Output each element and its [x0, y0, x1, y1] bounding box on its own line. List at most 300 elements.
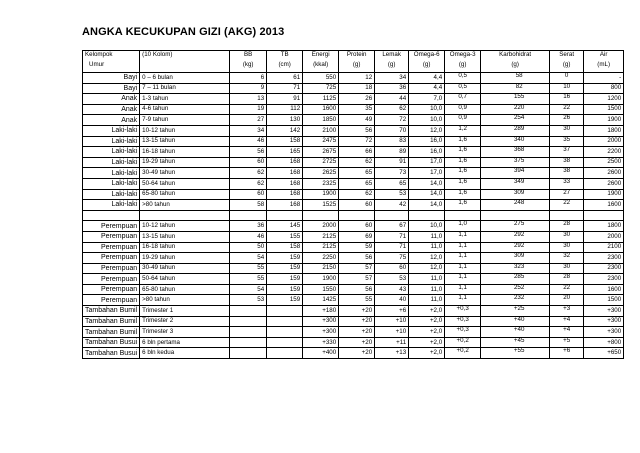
cell-omega3: 1,0 — [445, 221, 481, 232]
table-row — [83, 337, 624, 348]
cell-kelompok — [83, 210, 140, 221]
cell-air: 1900 — [584, 189, 624, 200]
cell-omega6: 14,0 — [409, 178, 445, 189]
cell-kelompok: Anak — [83, 94, 140, 105]
cell-air: 2000 — [584, 231, 624, 242]
cell-bb: 54 — [230, 284, 267, 295]
cell-air: 2000 — [584, 136, 624, 147]
cell-omega6: 12,0 — [409, 253, 445, 264]
table-row — [83, 83, 624, 94]
cell-energi: 2250 — [303, 253, 339, 264]
cell-kelompok: Perempuan — [83, 231, 140, 242]
cell-kelompok: Laki-laki — [83, 125, 140, 136]
cell-umur: 50-64 tahun — [140, 274, 230, 285]
cell-karbo: 292 — [481, 231, 550, 242]
cell-karbo: +40 — [481, 316, 550, 327]
cell-omega6: 11,0 — [409, 231, 445, 242]
cell-kelompok: Laki-laki — [83, 168, 140, 179]
cell-tb: 155 — [267, 231, 303, 242]
cell-energi: 550 — [303, 73, 339, 84]
cell-bb: 60 — [230, 189, 267, 200]
cell-omega3: 0,5 — [445, 83, 481, 94]
cell-tb: 91 — [267, 94, 303, 105]
table-row — [83, 284, 624, 295]
cell-kelompok: Perempuan — [83, 263, 140, 274]
cell-omega3: 0,5 — [445, 73, 481, 84]
cell-air: 1500 — [584, 104, 624, 115]
cell-serat — [550, 210, 584, 221]
cell-omega3: 1,2 — [445, 125, 481, 136]
cell-air: +300 — [584, 327, 624, 338]
cell-omega6: 11,0 — [409, 295, 445, 306]
cell-protein: 49 — [339, 115, 375, 126]
cell-karbo: +40 — [481, 327, 550, 338]
cell-kelompok: Perempuan — [83, 253, 140, 264]
cell-energi: 1525 — [303, 200, 339, 211]
cell-serat: 22 — [550, 200, 584, 211]
cell-kelompok: Anak — [83, 104, 140, 115]
cell-omega3: 1,1 — [445, 263, 481, 274]
cell-serat: 37 — [550, 147, 584, 158]
header-unit-row — [83, 61, 624, 73]
cell-karbo: 309 — [481, 253, 550, 264]
cell-kelompok: Perempuan — [83, 284, 140, 295]
cell-umur: 19-29 tahun — [140, 253, 230, 264]
cell-bb — [230, 306, 267, 317]
table-row — [83, 327, 624, 338]
cell-omega6: +2,0 — [409, 337, 445, 348]
cell-bb: 50 — [230, 242, 267, 253]
cell-protein: 59 — [339, 242, 375, 253]
cell-omega3: 0,9 — [445, 115, 481, 126]
cell-air: 1800 — [584, 221, 624, 232]
cell-bb — [230, 327, 267, 338]
cell-lemak: 44 — [375, 94, 409, 105]
cell-energi: 2125 — [303, 231, 339, 242]
cell-tb: 158 — [267, 136, 303, 147]
cell-kelompok: Laki-laki — [83, 178, 140, 189]
cell-protein: 72 — [339, 136, 375, 147]
header-kolom: (10 Kolom) — [140, 51, 230, 62]
cell-air: 1200 — [584, 94, 624, 105]
cell-tb: 159 — [267, 253, 303, 264]
cell-umur: 50-64 tahun — [140, 178, 230, 189]
cell-bb — [230, 316, 267, 327]
table-row — [83, 115, 624, 126]
cell-tb: 159 — [267, 295, 303, 306]
cell-protein: 65 — [339, 168, 375, 179]
cell-bb: 46 — [230, 231, 267, 242]
cell-energi: +400 — [303, 348, 339, 359]
table-row — [83, 200, 624, 211]
cell-lemak: 71 — [375, 242, 409, 253]
cell-serat: +3 — [550, 306, 584, 317]
cell-omega6: +2,0 — [409, 348, 445, 359]
header-row — [83, 51, 624, 62]
cell-lemak: 65 — [375, 178, 409, 189]
cell-omega6: 7,0 — [409, 94, 445, 105]
cell-lemak: 43 — [375, 284, 409, 295]
cell-energi: 2325 — [303, 178, 339, 189]
cell-protein: 66 — [339, 147, 375, 158]
cell-umur: 13-15 tahun — [140, 136, 230, 147]
cell-protein — [339, 210, 375, 221]
cell-protein: 56 — [339, 284, 375, 295]
cell-kelompok: Tambahan Busui — [83, 337, 140, 348]
cell-energi: +330 — [303, 337, 339, 348]
header-kolom-blank — [140, 61, 230, 73]
cell-omega3: 0,9 — [445, 104, 481, 115]
cell-karbo: 340 — [481, 136, 550, 147]
cell-karbo: 323 — [481, 263, 550, 274]
table-row — [83, 295, 624, 306]
cell-kelompok: Laki-laki — [83, 136, 140, 147]
cell-energi: 1125 — [303, 94, 339, 105]
cell-bb: 62 — [230, 168, 267, 179]
table-row — [83, 306, 624, 317]
cell-karbo: 292 — [481, 242, 550, 253]
table-row — [83, 125, 624, 136]
header-air: Air — [584, 51, 624, 62]
cell-serat: 38 — [550, 168, 584, 179]
cell-bb: 55 — [230, 274, 267, 285]
spacer-row — [83, 210, 624, 221]
cell-air — [584, 210, 624, 221]
cell-tb — [267, 327, 303, 338]
cell-lemak: 42 — [375, 200, 409, 211]
cell-protein: 60 — [339, 200, 375, 211]
cell-energi: 2625 — [303, 168, 339, 179]
cell-kelompok: Bayi — [83, 73, 140, 84]
cell-tb: 130 — [267, 115, 303, 126]
cell-kelompok: Anak — [83, 115, 140, 126]
cell-tb: 168 — [267, 178, 303, 189]
cell-omega6: 4,4 — [409, 83, 445, 94]
cell-protein: 60 — [339, 221, 375, 232]
cell-serat: 26 — [550, 115, 584, 126]
table-row — [83, 316, 624, 327]
cell-umur: 65-80 tahun — [140, 284, 230, 295]
cell-umur: 13-15 tahun — [140, 231, 230, 242]
unit-lemak: (g) — [375, 61, 409, 73]
cell-protein: 12 — [339, 73, 375, 84]
table-row — [83, 157, 624, 168]
cell-omega3: 1,6 — [445, 178, 481, 189]
cell-omega3: +0,3 — [445, 316, 481, 327]
cell-tb: 168 — [267, 200, 303, 211]
cell-omega3: 1,1 — [445, 295, 481, 306]
cell-protein: +20 — [339, 348, 375, 359]
cell-kelompok: Laki-laki — [83, 189, 140, 200]
table-row — [83, 253, 624, 264]
cell-protein: 62 — [339, 157, 375, 168]
table-row — [83, 168, 624, 179]
cell-serat: 32 — [550, 253, 584, 264]
cell-omega6: 12,0 — [409, 125, 445, 136]
cell-protein: 69 — [339, 231, 375, 242]
cell-lemak: 67 — [375, 221, 409, 232]
cell-umur: 30-49 tahun — [140, 263, 230, 274]
cell-tb: 71 — [267, 83, 303, 94]
cell-umur: 65-80 tahun — [140, 189, 230, 200]
cell-lemak: 71 — [375, 231, 409, 242]
cell-kelompok: Perempuan — [83, 295, 140, 306]
cell-air: - — [584, 73, 624, 84]
cell-bb: 13 — [230, 94, 267, 105]
header-protein: Protein — [339, 51, 375, 62]
cell-protein: 56 — [339, 253, 375, 264]
cell-kelompok: Tambahan Bumil — [83, 306, 140, 317]
cell-lemak: 53 — [375, 189, 409, 200]
cell-air: 2300 — [584, 253, 624, 264]
cell-protein: 35 — [339, 104, 375, 115]
cell-karbo: 275 — [481, 221, 550, 232]
cell-karbo: +55 — [481, 348, 550, 359]
cell-karbo: 349 — [481, 178, 550, 189]
cell-omega3: 0,7 — [445, 94, 481, 105]
cell-serat: +4 — [550, 327, 584, 338]
cell-serat: +5 — [550, 337, 584, 348]
cell-lemak: +6 — [375, 306, 409, 317]
cell-tb: 145 — [267, 221, 303, 232]
cell-kelompok: Laki-laki — [83, 157, 140, 168]
table-row — [83, 147, 624, 158]
table-row — [83, 242, 624, 253]
cell-protein: 57 — [339, 274, 375, 285]
cell-serat: 30 — [550, 125, 584, 136]
cell-tb — [267, 348, 303, 359]
header-umur: Umur — [83, 61, 140, 73]
cell-air: 2600 — [584, 168, 624, 179]
cell-air: 1600 — [584, 200, 624, 211]
cell-umur: 16-18 tahun — [140, 242, 230, 253]
cell-omega3: 1,1 — [445, 284, 481, 295]
cell-omega6: 10,0 — [409, 221, 445, 232]
cell-serat: 0 — [550, 73, 584, 84]
cell-lemak: 73 — [375, 168, 409, 179]
table-row — [83, 73, 624, 84]
cell-omega6: +2,0 — [409, 316, 445, 327]
cell-omega3: 1,1 — [445, 253, 481, 264]
table-row — [83, 94, 624, 105]
cell-lemak: +10 — [375, 316, 409, 327]
cell-bb: 19 — [230, 104, 267, 115]
header-omega3: Omega-3 — [445, 51, 481, 62]
cell-air: +300 — [584, 316, 624, 327]
cell-karbo: 58 — [481, 73, 550, 84]
cell-serat: 35 — [550, 136, 584, 147]
cell-lemak: 36 — [375, 83, 409, 94]
table-row — [83, 189, 624, 200]
cell-bb: 34 — [230, 125, 267, 136]
cell-omega6: 4,4 — [409, 73, 445, 84]
table-row — [83, 348, 624, 359]
cell-energi: 1900 — [303, 189, 339, 200]
cell-tb: 142 — [267, 125, 303, 136]
cell-omega6: 17,0 — [409, 157, 445, 168]
cell-umur: Trimester 3 — [140, 327, 230, 338]
unit-karbohidrat: (g) — [481, 61, 550, 73]
cell-omega6: 16,0 — [409, 147, 445, 158]
cell-omega3 — [445, 210, 481, 221]
cell-bb: 46 — [230, 136, 267, 147]
cell-serat: 16 — [550, 94, 584, 105]
akg-table — [82, 50, 624, 359]
cell-serat: 30 — [550, 231, 584, 242]
cell-tb: 159 — [267, 263, 303, 274]
cell-serat: 28 — [550, 274, 584, 285]
cell-lemak: 70 — [375, 125, 409, 136]
cell-tb: 159 — [267, 274, 303, 285]
cell-energi: 2000 — [303, 221, 339, 232]
table-row — [83, 263, 624, 274]
unit-energi: (kkal) — [303, 61, 339, 73]
unit-air: (mL) — [584, 61, 624, 73]
cell-umur: 6 bln kedua — [140, 348, 230, 359]
cell-energi: 725 — [303, 83, 339, 94]
cell-protein: 62 — [339, 189, 375, 200]
cell-umur: 10-12 tahun — [140, 125, 230, 136]
cell-energi: +180 — [303, 306, 339, 317]
cell-tb: 159 — [267, 284, 303, 295]
cell-omega3: 1,6 — [445, 157, 481, 168]
cell-air: 1800 — [584, 125, 624, 136]
cell-kelompok: Perempuan — [83, 221, 140, 232]
cell-bb: 36 — [230, 221, 267, 232]
cell-energi: 1850 — [303, 115, 339, 126]
cell-air: 1500 — [584, 295, 624, 306]
cell-protein: 56 — [339, 125, 375, 136]
header-lemak: Lemak — [375, 51, 409, 62]
header-karbohidrat: Karbohidrat — [481, 51, 550, 62]
cell-air: 1900 — [584, 115, 624, 126]
cell-air: 2200 — [584, 147, 624, 158]
cell-bb: 60 — [230, 157, 267, 168]
cell-tb: 168 — [267, 189, 303, 200]
cell-omega3: +0,3 — [445, 306, 481, 317]
cell-bb — [230, 337, 267, 348]
cell-karbo: 82 — [481, 83, 550, 94]
cell-umur: 6 bln pertama — [140, 337, 230, 348]
cell-omega3: 1,6 — [445, 189, 481, 200]
cell-protein: +20 — [339, 316, 375, 327]
cell-bb: 56 — [230, 147, 267, 158]
cell-serat: 30 — [550, 242, 584, 253]
cell-omega6: 14,0 — [409, 189, 445, 200]
cell-lemak: 53 — [375, 274, 409, 285]
cell-omega6: 10,0 — [409, 104, 445, 115]
cell-energi: 2100 — [303, 125, 339, 136]
unit-serat: (g) — [550, 61, 584, 73]
cell-energi: 1600 — [303, 104, 339, 115]
cell-omega3: 1,1 — [445, 231, 481, 242]
cell-energi: 2475 — [303, 136, 339, 147]
cell-energi: 2125 — [303, 242, 339, 253]
cell-karbo: 309 — [481, 189, 550, 200]
cell-lemak: 40 — [375, 295, 409, 306]
cell-karbo: 375 — [481, 157, 550, 168]
cell-lemak: 72 — [375, 115, 409, 126]
cell-serat: 33 — [550, 178, 584, 189]
cell-bb: 9 — [230, 83, 267, 94]
cell-protein: 26 — [339, 94, 375, 105]
table-row — [83, 274, 624, 285]
cell-bb: 55 — [230, 263, 267, 274]
cell-air: 800 — [584, 83, 624, 94]
cell-energi: 2725 — [303, 157, 339, 168]
cell-omega6: 10,0 — [409, 115, 445, 126]
unit-tb: (cm) — [267, 61, 303, 73]
cell-kelompok: Tambahan Bumil — [83, 327, 140, 338]
cell-umur: 7-9 tahun — [140, 115, 230, 126]
cell-omega6 — [409, 210, 445, 221]
cell-tb — [267, 306, 303, 317]
cell-bb — [230, 348, 267, 359]
cell-air: 2300 — [584, 263, 624, 274]
cell-energi: 1900 — [303, 274, 339, 285]
cell-serat: 38 — [550, 157, 584, 168]
cell-omega6: 14,0 — [409, 200, 445, 211]
table-row — [83, 104, 624, 115]
cell-umur: 19-29 tahun — [140, 157, 230, 168]
cell-omega6: 17,0 — [409, 168, 445, 179]
cell-lemak: 91 — [375, 157, 409, 168]
cell-energi: 2675 — [303, 147, 339, 158]
cell-karbo: 254 — [481, 115, 550, 126]
cell-karbo: +45 — [481, 337, 550, 348]
cell-karbo: 155 — [481, 94, 550, 105]
cell-serat: +6 — [550, 348, 584, 359]
cell-serat: 22 — [550, 104, 584, 115]
cell-kelompok: Laki-laki — [83, 147, 140, 158]
cell-omega6: +2,0 — [409, 306, 445, 317]
cell-umur: 10-12 tahun — [140, 221, 230, 232]
header-serat: Serat — [550, 51, 584, 62]
cell-umur: 30-49 tahun — [140, 168, 230, 179]
header-kelompok: Kelompok — [83, 51, 140, 62]
cell-air: +800 — [584, 337, 624, 348]
cell-lemak: 60 — [375, 263, 409, 274]
cell-lemak — [375, 210, 409, 221]
cell-serat: 28 — [550, 221, 584, 232]
cell-bb: 58 — [230, 200, 267, 211]
cell-umur — [140, 210, 230, 221]
cell-energi: 1550 — [303, 284, 339, 295]
cell-protein: 55 — [339, 295, 375, 306]
cell-kelompok: Perempuan — [83, 274, 140, 285]
unit-omega3: (g) — [445, 61, 481, 73]
cell-omega6: 16,0 — [409, 136, 445, 147]
cell-lemak: 89 — [375, 147, 409, 158]
cell-karbo: +25 — [481, 306, 550, 317]
cell-omega3: 1,1 — [445, 274, 481, 285]
cell-tb — [267, 210, 303, 221]
cell-bb: 6 — [230, 73, 267, 84]
cell-lemak: +10 — [375, 327, 409, 338]
cell-karbo: 368 — [481, 147, 550, 158]
cell-tb: 168 — [267, 157, 303, 168]
cell-karbo: 285 — [481, 274, 550, 285]
cell-lemak: 62 — [375, 104, 409, 115]
page-title: ANGKA KECUKUPAN GIZI (AKG) 2013 — [82, 26, 285, 38]
cell-karbo: 220 — [481, 104, 550, 115]
cell-omega6: 11,0 — [409, 284, 445, 295]
header-omega6: Omega-6 — [409, 51, 445, 62]
cell-lemak: 75 — [375, 253, 409, 264]
cell-protein: 57 — [339, 263, 375, 274]
cell-umur: 1-3 tahun — [140, 94, 230, 105]
cell-serat: 30 — [550, 263, 584, 274]
